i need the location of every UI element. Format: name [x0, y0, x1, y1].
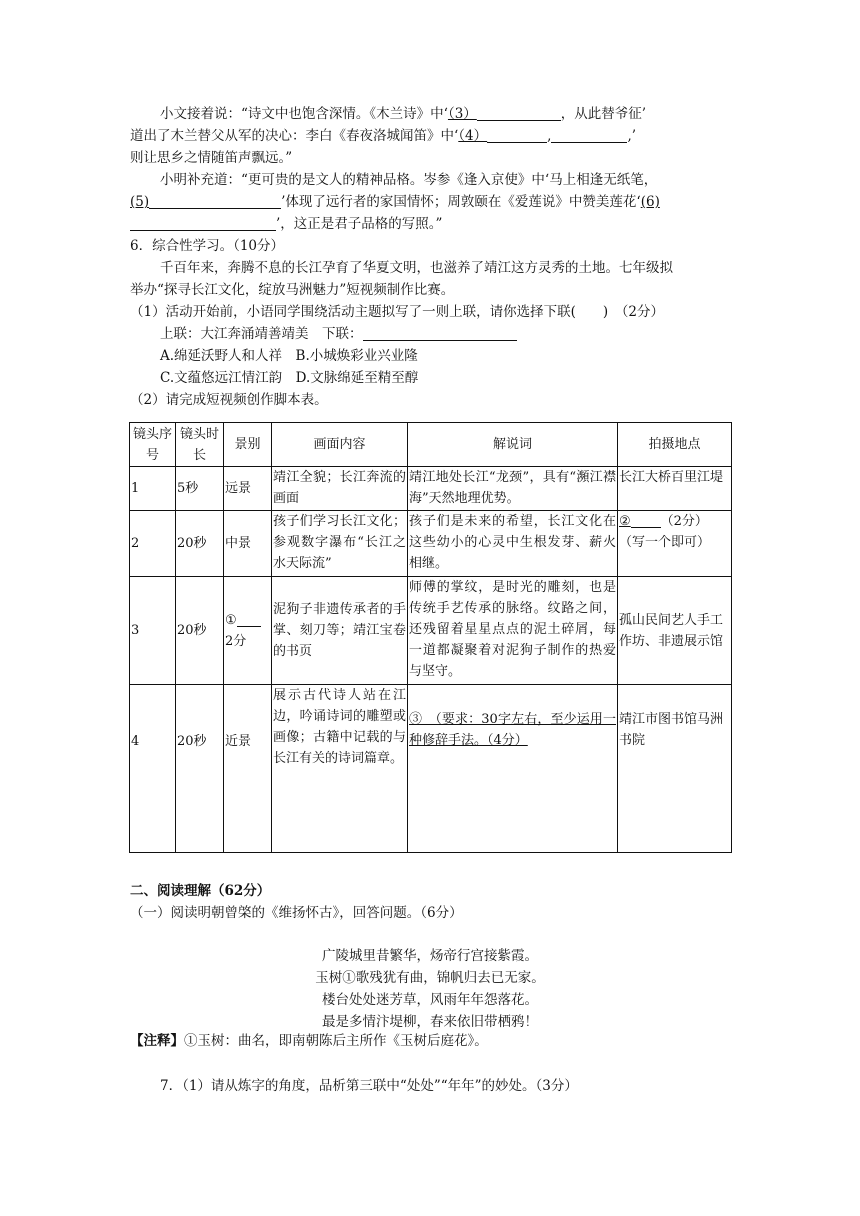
text: ,’	[627, 128, 637, 144]
option-a[interactable]: A.绵延沃野人和人祥	[160, 348, 283, 364]
sub-question-1: （1）活动开始前，小语同学围绕活动主题拟写了一则上联，请你选择下联( ) （2分）	[130, 304, 664, 320]
cell-no: 4	[130, 685, 176, 853]
text: ，从此替爷征’	[560, 106, 647, 122]
text: 道出了木兰替父从军的决心：李白《春夜洛城闻笛》中‘	[130, 128, 459, 144]
answer-area-3[interactable]: ③ （要求：30字左右，至少运用一种修辞手法。（4分）	[409, 712, 616, 748]
cell-shot: 远景	[224, 467, 272, 511]
note-text: ①玉树：曲名，即南朝陈后主所作《玉树后庭花》。	[184, 1033, 488, 1049]
poem-line: 广陵城里昔繁华，炀帝行宫接紫霞。	[322, 948, 538, 964]
text-line	[130, 125, 730, 147]
header-cell: 景别	[224, 423, 272, 467]
cell-content: 孩子们学习长江文化；参观数字瀑布“长江之水天际流”	[272, 511, 408, 577]
answer-blank-4b[interactable]	[551, 126, 627, 143]
couplet-answer-blank[interactable]	[363, 324, 517, 341]
answer-blank-5[interactable]	[149, 192, 281, 209]
blank-label-4: （4）	[458, 128, 488, 144]
poem-line: 楼台处处迷芳草，风雨年年怨落花。	[322, 992, 538, 1008]
text-line: 则让思乡之情随笛声飘远。”	[130, 150, 293, 166]
poem-note	[130, 1030, 730, 1052]
cell-shot: 近景	[224, 685, 272, 853]
blank-label-3: （3）	[447, 106, 477, 122]
question-text: 7．（1）请从炼字的角度，品析第三联中“处处”“年年”的妙处。（3分）	[160, 1078, 578, 1094]
header-cell: 镜头时长	[176, 423, 224, 467]
section-title: 二、阅读理解（62分）	[130, 883, 271, 899]
poem-line: 最是多情汴堤柳，春来依旧带栖鸦！	[322, 1014, 538, 1030]
header-cell: 镜头序号	[130, 423, 176, 467]
blank-label-5: (5)	[130, 194, 150, 210]
cell-narration	[408, 685, 618, 853]
cell-narration: 靖江地处长江“龙颈”，具有“瀕江襟海”天然地理优势。	[408, 467, 618, 511]
hint-text: （写一个即可）	[619, 535, 711, 550]
blank-label-6: (6)	[640, 194, 660, 210]
blank-label-1: ①	[225, 612, 237, 628]
text-line: 小明补充道：“更可贵的是文人的精神品格。岑参《逢入京使》中‘马上相逢无纸笔，	[160, 172, 658, 188]
score-text: （2分）	[660, 514, 708, 529]
text-line	[130, 103, 730, 125]
answer-blank-2[interactable]	[631, 512, 661, 528]
text: ,	[547, 128, 552, 144]
options-row-1	[130, 345, 730, 367]
blank-label-2: ②	[619, 514, 631, 529]
table-row	[130, 577, 732, 685]
text: 小文接着说：“诗文中也饱含深情。《木兰诗》中‘	[160, 106, 448, 122]
table-row	[130, 511, 732, 577]
cell-place: 靖江市图书馆马洲书院	[618, 685, 732, 853]
question-7	[130, 1075, 730, 1097]
answer-blank-3[interactable]	[477, 104, 561, 121]
section-2	[130, 880, 730, 924]
table-row	[130, 685, 732, 853]
cell-shot: 中景	[224, 511, 272, 577]
video-script-table	[129, 422, 732, 853]
cell-place	[618, 511, 732, 577]
cell-content: 泥狗子非遗传承者的手掌、刻刀等；靖江宝卷的书页	[272, 577, 408, 685]
text: ’体现了远行者的家国情怀；周敦颐在《爱莲说》中赞美莲花‘	[281, 194, 641, 210]
option-d[interactable]: D.文脉绵延至精至醇	[295, 370, 419, 386]
text-line	[130, 213, 730, 235]
score-text: 2分	[225, 633, 247, 649]
paragraph-xiaoming	[130, 169, 730, 235]
couplet-upper: 上联：大江奔涌靖善靖美 下联：	[160, 326, 363, 342]
header-cell: 解说词	[408, 423, 618, 467]
cell-duration: 20秒	[176, 577, 224, 685]
note-label: 【注释】	[130, 1033, 184, 1049]
cell-content: 靖江全貌；长江奔流的画面	[272, 467, 408, 511]
cell-narration: 师傅的掌纹，是时光的雕刻，也是传统手艺传承的脉络。纹路之间，还残留着星星点点的泥土碎屑，每一道都凝聚着对泥狗子制作的热爱与坚守。	[408, 577, 618, 685]
cell-duration: 20秒	[176, 685, 224, 853]
options-row-2	[130, 367, 730, 389]
header-cell: 画面内容	[272, 423, 408, 467]
question-title: 6．综合性学习。（10分）	[130, 238, 285, 254]
answer-blank-1[interactable]	[237, 611, 261, 627]
poem	[130, 945, 730, 1033]
cell-place: 孤山民间艺人手工作坊、非遗展示馆	[618, 577, 732, 685]
answer-blank-4a[interactable]	[487, 126, 547, 143]
question-6	[130, 235, 730, 411]
option-b[interactable]: B.小城焕彩业兴业隆	[295, 348, 418, 364]
couplet-line	[130, 323, 730, 345]
text-line: （一）阅读明朝曾棨的《维扬怀古》，回答问题。（6分）	[130, 905, 463, 921]
cell-no: 2	[130, 511, 176, 577]
text-line: 举办“探寻长江文化，绽放马洲魅力”短视频制作比赛。	[130, 282, 455, 298]
text-line: 千百年来，奔腾不息的长江孕育了华夏文明，也滋养了靖江这方灵秀的土地。七年级拟	[160, 260, 673, 276]
cell-narration: 孩子们是未来的希望，长江文化在这些幼小的心灵中生根发芽、薪火相继。	[408, 511, 618, 577]
table-header-row	[130, 423, 732, 467]
option-c[interactable]: C.文蕴悠远江情江韵	[160, 370, 283, 386]
paragraph-xiaowen	[130, 103, 730, 169]
cell-no: 3	[130, 577, 176, 685]
cell-shot	[224, 577, 272, 685]
cell-place: 长江大桥百里江堤	[618, 467, 732, 511]
cell-duration: 20秒	[176, 511, 224, 577]
header-cell: 拍摄地点	[618, 423, 732, 467]
sub-question-2: （2）请完成短视频创作脚本表。	[130, 392, 328, 408]
cell-no: 1	[130, 467, 176, 511]
table-row	[130, 467, 732, 511]
answer-blank-6[interactable]	[130, 214, 276, 231]
text-line	[130, 191, 730, 213]
cell-content: 展示古代诗人站在江边，吟诵诗词的雕塑或画像；古籍中记载的与长江有关的诗词篇章。	[272, 685, 408, 853]
cell-duration: 5秒	[176, 467, 224, 511]
poem-line: 玉树①歌残犹有曲，锦帆归去已无家。	[315, 970, 545, 986]
text: ’，这正是君子品格的写照。”	[276, 216, 443, 232]
